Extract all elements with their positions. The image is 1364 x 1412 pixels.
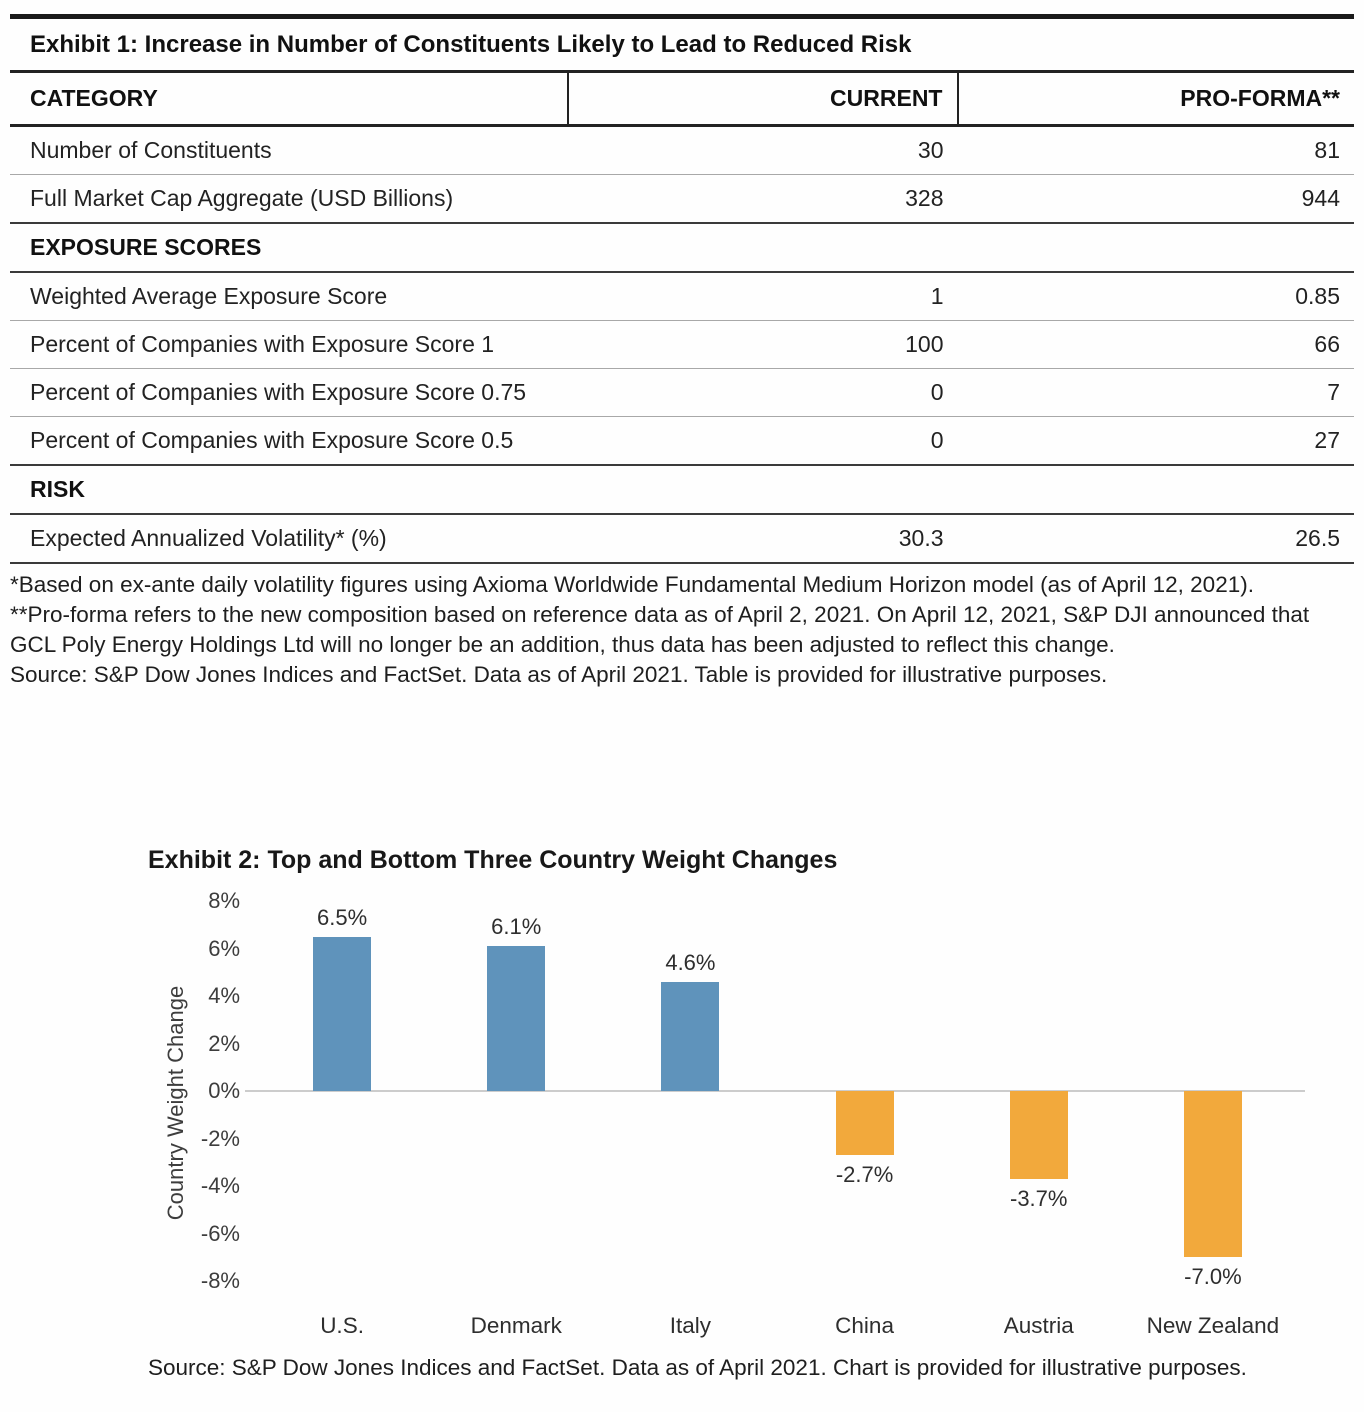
current-value-cell: 30.3 [568, 514, 958, 563]
bar [313, 937, 371, 1091]
category-cell: Weighted Average Exposure Score [10, 272, 568, 321]
exhibit1-section [10, 14, 1354, 690]
current-value-cell: 30 [568, 126, 958, 175]
exhibit1-table [10, 70, 1354, 564]
exhibit2-section [148, 846, 1318, 1381]
footnote: *Based on ex-ante daily volatility figures using Axioma Worldwide Fundamental Medium Horizon model (as of April 12, 2021). [10, 572, 1254, 597]
x-tick-label: China [835, 1313, 894, 1338]
bar [1184, 1091, 1242, 1257]
bar-value-label: -3.7% [1010, 1185, 1068, 1211]
table-section-row [10, 465, 1354, 514]
table-row [10, 321, 1354, 369]
table-row [10, 175, 1354, 224]
bar-value-label: -7.0% [1184, 1264, 1242, 1290]
y-tick-label: -6% [200, 1220, 240, 1246]
table-row [10, 369, 1354, 417]
y-tick-label: 2% [208, 1030, 240, 1056]
footnote: **Pro-forma refers to the new composition based on reference data as of April 2, 2021. On April 12, 2021, S&P DJI announced that GCL Poly Energy Holdings Ltd will no longer be an addition, thus data has been adjusted to reflect this change. [10, 601, 1310, 657]
category-cell: Number of Constituents [10, 126, 568, 175]
bar [661, 982, 719, 1091]
proforma-value-cell: 27 [958, 417, 1355, 466]
x-tick-label: Italy [669, 1313, 712, 1338]
current-value-cell: 100 [568, 321, 958, 369]
bar-chart: Country Weight Change 6.5% 6.1% 4.6% -2.7% -3.7% -7.0% U.S. Denmark Italy China Austria New Zealand 8% 6% 4% 2% 0% -2% -4% -6% -8% [148, 889, 1318, 1351]
category-cell: Expected Annualized Volatility* (%) [10, 514, 568, 563]
column-header-category: CATEGORY [30, 85, 158, 111]
column-header-proforma: PRO-FORMA** [958, 72, 1355, 126]
exhibit1-table-body [10, 126, 1354, 564]
exhibit2-title: Exhibit 2: Top and Bottom Three Country Weight Changes [148, 846, 838, 874]
category-cell: Percent of Companies with Exposure Score 0.5 [10, 417, 568, 466]
exhibit1-footnotes [10, 570, 1354, 690]
bar-value-label: 6.5% [317, 904, 368, 930]
bar-value-label: 4.6% [665, 949, 716, 975]
y-tick-label: -8% [200, 1268, 240, 1293]
table-row [10, 514, 1354, 563]
bar [1010, 1091, 1068, 1179]
current-value-cell: 0 [568, 417, 958, 466]
zero-baseline [245, 1090, 1305, 1092]
y-tick-label: 4% [208, 983, 240, 1008]
x-tick-label: U.S. [320, 1313, 364, 1338]
bar-value-label: 6.1% [491, 914, 542, 940]
column-header-current: CURRENT [568, 72, 958, 126]
table-row [10, 126, 1354, 175]
x-tick-label: New Zealand [1146, 1313, 1280, 1338]
bar-value-label: -2.7% [835, 1162, 894, 1188]
table-row [10, 417, 1354, 466]
current-value-cell: 328 [568, 175, 958, 224]
y-tick-label: -2% [200, 1125, 240, 1151]
table-section-row [10, 223, 1354, 272]
category-cell: Percent of Companies with Exposure Score 1 [10, 321, 568, 369]
current-value-cell: 1 [568, 272, 958, 321]
section-label-cell: EXPOSURE SCORES [10, 223, 1354, 272]
current-value-cell: 0 [568, 369, 958, 417]
footnote: Source: S&P Dow Jones Indices and FactSet. Data as of April 2021. Table is provided for illustrative purposes. [10, 661, 1108, 687]
x-tick-label: Denmark [470, 1313, 562, 1338]
table-row [10, 272, 1354, 321]
proforma-value-cell: 0.85 [958, 272, 1355, 321]
bar [487, 946, 545, 1091]
y-tick-label: 6% [208, 935, 240, 961]
section-label-cell: RISK [10, 465, 1354, 514]
proforma-value-cell: 944 [958, 175, 1355, 224]
category-cell: Full Market Cap Aggregate (USD Billions) [10, 175, 568, 224]
bar [836, 1091, 894, 1155]
exhibit2-source: Source: S&P Dow Jones Indices and FactSet. Data as of April 2021. Chart is provided for illustrative purposes. [148, 1355, 1247, 1380]
proforma-value-cell: 26.5 [958, 514, 1355, 563]
proforma-value-cell: 66 [958, 321, 1355, 369]
y-tick-label: 0% [208, 1078, 240, 1103]
x-axis-labels [255, 1313, 1300, 1343]
plot-area [255, 901, 1300, 1290]
exhibit1-title: Exhibit 1: Increase in Number of Constituents Likely to Lead to Reduced Risk [30, 31, 912, 58]
table-header-row [10, 72, 1354, 126]
proforma-value-cell: 7 [958, 369, 1355, 417]
category-cell: Percent of Companies with Exposure Score 0.75 [10, 369, 568, 417]
y-tick-label: 8% [208, 888, 240, 913]
y-tick-label: -4% [200, 1173, 240, 1198]
proforma-value-cell: 81 [958, 126, 1355, 175]
x-tick-label: Austria [1003, 1313, 1074, 1338]
